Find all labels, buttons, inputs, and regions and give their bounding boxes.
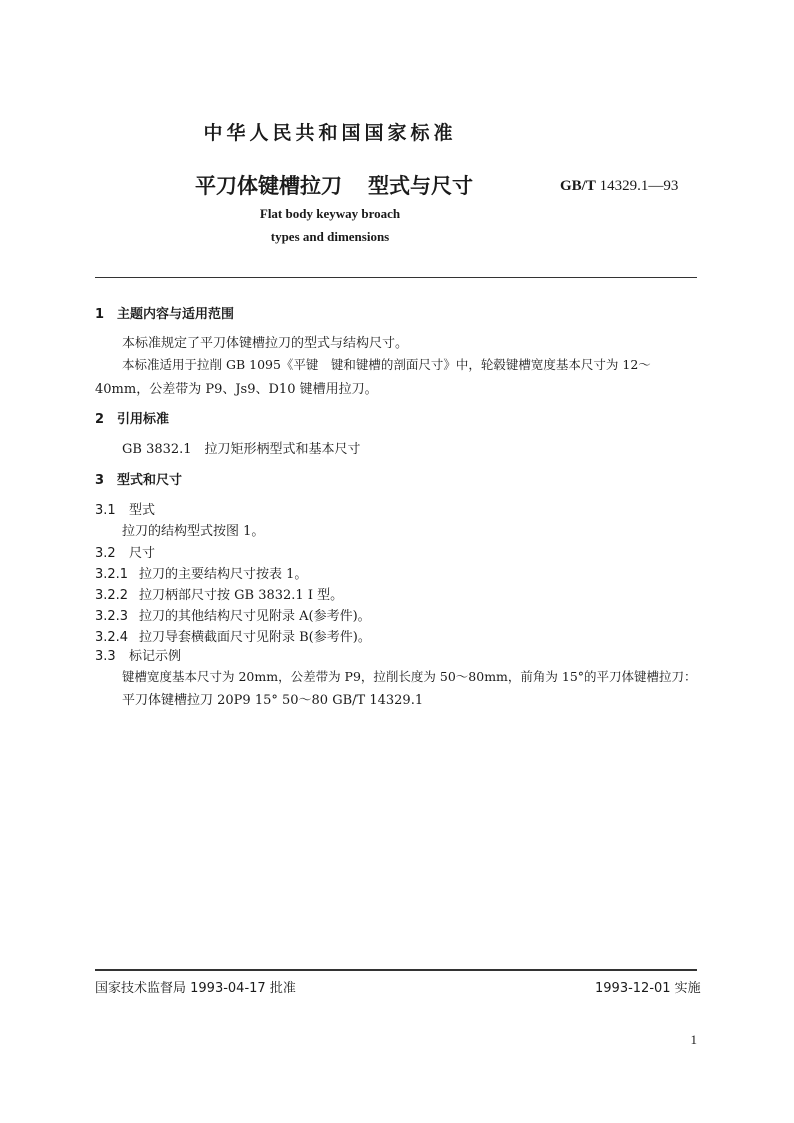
subsection-3-2 bbox=[95, 542, 155, 561]
subsection-3-2-2 bbox=[95, 584, 343, 603]
standard-code: 14329.1—93 bbox=[595, 178, 679, 194]
subsection-3-3-title: 标记示例 bbox=[129, 649, 182, 664]
subsection-3-2-3 bbox=[95, 605, 371, 624]
section-1-number: 1 bbox=[95, 307, 105, 322]
subsection-3-2-1 bbox=[95, 563, 307, 582]
approval-date: 国家技术监督局 1993-04-17 批准 bbox=[95, 981, 296, 996]
subsection-3-3-number: 3.3 bbox=[95, 649, 116, 664]
implementation-date: 1993-12-01 实施 bbox=[595, 981, 701, 996]
national-standard-heading: 中华人民共和国国家标准 bbox=[203, 122, 457, 144]
section-1-paragraph-2-line-1: 本标准适用于拉削 GB 1095《平键 键和键槽的剖面尺寸》中，轮毂键槽宽度基本尺寸为 12～ bbox=[122, 357, 651, 372]
section-1-paragraph-2-line-2: 40mm，公差带为 P9、Js9、D10 键槽用拉刀。 bbox=[95, 382, 378, 397]
subsection-3-1-text: 拉刀的结构型式按图 1。 bbox=[122, 524, 265, 539]
referenced-standard: GB 3832.1 拉刀矩形柄型式和基本尺寸 bbox=[122, 442, 361, 457]
section-2-title: 引用标准 bbox=[117, 412, 170, 427]
subsection-3-2-2-text: 拉刀柄部尺寸按 GB 3832.1 I 型。 bbox=[139, 588, 344, 603]
footer-divider bbox=[95, 969, 697, 971]
marking-example: 平刀体键槽拉刀 20P9 15° 50～80 GB/T 14329.1 bbox=[122, 693, 424, 708]
section-1-title: 主题内容与适用范围 bbox=[117, 307, 235, 322]
header-divider bbox=[95, 277, 697, 278]
section-3-number: 3 bbox=[95, 473, 105, 488]
section-1-heading bbox=[95, 303, 234, 322]
subsection-3-1-number: 3.1 bbox=[95, 503, 116, 518]
document-title bbox=[195, 170, 473, 200]
subsection-3-2-4-text: 拉刀导套横截面尺寸见附录 B(参考件)。 bbox=[139, 630, 371, 645]
subsection-3-3 bbox=[95, 645, 181, 664]
title-part-2: 型式与尺寸 bbox=[368, 174, 473, 198]
section-1-paragraph-1: 本标准规定了平刀体键槽拉刀的型式与结构尺寸。 bbox=[122, 336, 409, 351]
subsection-3-2-4 bbox=[95, 626, 371, 645]
page-number: 1 bbox=[690, 1032, 697, 1047]
subsection-3-1-title: 型式 bbox=[129, 503, 156, 518]
title-part-1: 平刀体键槽拉刀 bbox=[195, 174, 342, 198]
section-2-heading bbox=[95, 408, 169, 427]
subsection-3-2-number: 3.2 bbox=[95, 546, 116, 561]
marking-example-description: 键槽宽度基本尺寸为 20mm，公差带为 P9，拉削长度为 50～80mm，前角为 15°的平刀体键槽拉刀： bbox=[122, 669, 697, 684]
subsection-3-2-3-number: 3.2.3 bbox=[95, 609, 129, 624]
standard-number bbox=[560, 178, 678, 195]
subsection-3-2-4-number: 3.2.4 bbox=[95, 630, 129, 645]
section-3-heading bbox=[95, 469, 182, 488]
section-2-number: 2 bbox=[95, 412, 105, 427]
subsection-3-2-1-number: 3.2.1 bbox=[95, 567, 129, 582]
subsection-3-1 bbox=[95, 499, 155, 518]
english-title-line-2: types and dimensions bbox=[270, 229, 390, 244]
standard-prefix: GB/T bbox=[560, 178, 596, 194]
subsection-3-2-2-number: 3.2.2 bbox=[95, 588, 129, 603]
subsection-3-2-3-text: 拉刀的其他结构尺寸见附录 A(参考件)。 bbox=[139, 609, 371, 624]
subsection-3-2-1-text: 拉刀的主要结构尺寸按表 1。 bbox=[139, 567, 308, 582]
section-3-title: 型式和尺寸 bbox=[117, 473, 183, 488]
subsection-3-2-title: 尺寸 bbox=[129, 546, 156, 561]
english-title-line-1: Flat body keyway broach bbox=[259, 206, 401, 221]
